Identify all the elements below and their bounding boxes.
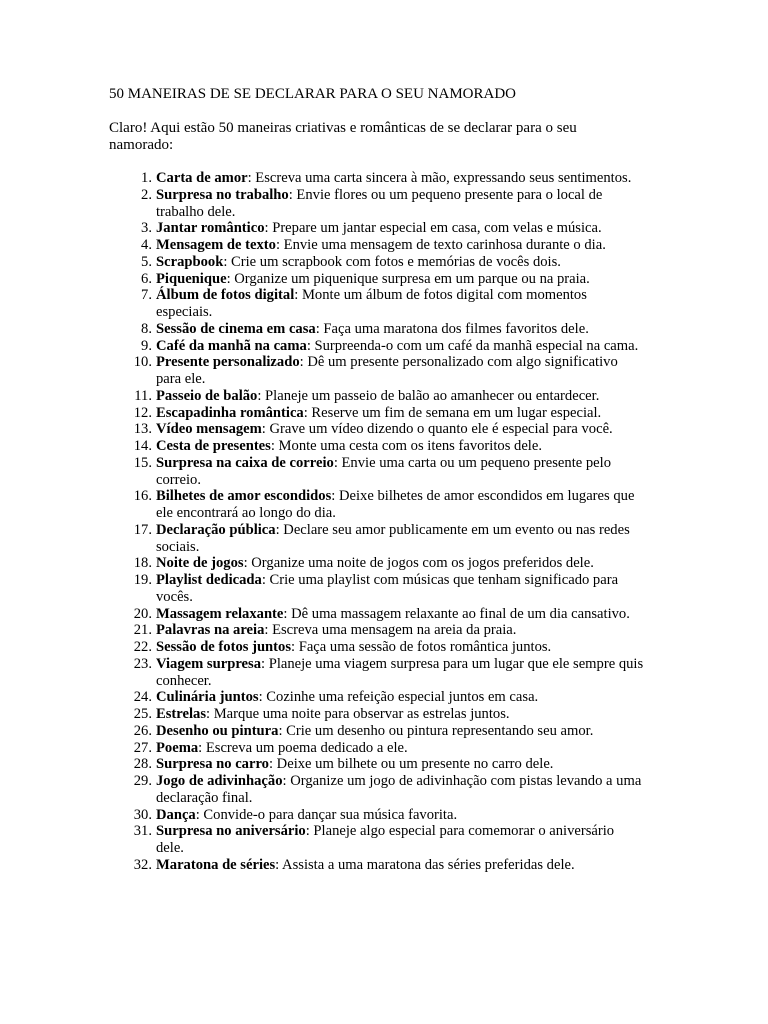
list-item-text: : Escreva uma carta sincera à mão, expressando seus sentimentos.: [247, 170, 632, 186]
list-item-text: : Reserve um fim de semana em um lugar especial.: [303, 404, 602, 421]
list-item: [0, 689, 644, 706]
list-item: [0, 321, 644, 338]
list-item: [0, 656, 644, 690]
list-item-number: 30.: [133, 806, 152, 823]
list-item: [0, 756, 644, 773]
list-item-title: Mensagem de texto: [156, 237, 276, 253]
list-item-number: 3.: [141, 220, 152, 237]
list-item-title: Poema: [156, 739, 199, 756]
list-item: [0, 773, 644, 807]
list-item: [0, 187, 644, 221]
list-item: [0, 857, 644, 874]
list-item: [0, 405, 644, 422]
ideas-list: [0, 170, 768, 874]
list-item-title: Noite de jogos: [156, 555, 244, 572]
list-item-text: : Assista a uma maratona das séries preferidas dele.: [275, 856, 575, 873]
list-item-text: : Declare seu amor publicamente em um evento ou nas redes sociais.: [156, 521, 630, 555]
list-item-text: : Monte uma cesta com os itens favoritos dele.: [270, 438, 542, 454]
list-item-number: 14.: [133, 438, 152, 454]
list-item-text: : Organize uma noite de jogos com os jogos preferidos dele.: [243, 555, 594, 572]
list-item-text: : Grave um vídeo dizendo o quanto ele é especial para você.: [261, 421, 613, 438]
list-item-text: : Cozinhe uma refeição especial juntos em casa.: [258, 689, 539, 706]
list-item-title: Estrelas: [156, 706, 206, 722]
list-item-number: 17.: [133, 521, 152, 538]
list-item-text: : Envie uma mensagem de texto carinhosa durante o dia.: [275, 237, 606, 253]
list-item-text: : Dê uma massagem relaxante ao final de um dia cansativo.: [283, 605, 630, 622]
list-item-text: : Escreva uma mensagem na areia da praia.: [264, 622, 517, 639]
list-item-text: : Crie uma playlist com músicas que tenham significado para vocês.: [156, 572, 619, 605]
list-item-title: Álbum de fotos digital: [156, 287, 295, 304]
list-item-title: Massagem relaxante: [156, 605, 284, 622]
list-item-text: : Crie um scrapbook com fotos e memórias de vocês dois.: [223, 253, 561, 270]
list-item-text: : Surpreenda-o com um café da manhã especial na cama.: [306, 337, 639, 354]
list-item-title: Café da manhã na cama: [156, 337, 307, 354]
list-item-title: Desenho ou pintura: [156, 722, 279, 739]
list-item-title: Surpresa no trabalho: [156, 186, 289, 203]
list-item: [0, 338, 644, 355]
list-item-number: 8.: [141, 320, 152, 337]
list-item-number: 10.: [133, 354, 152, 371]
list-item-title: Jogo de adivinhação: [156, 773, 283, 789]
list-item-text: : Planeje uma viagem surpresa para um lugar que ele sempre quis conhecer.: [156, 655, 644, 689]
list-item-text: : Crie um desenho ou pintura representando seu amor.: [278, 722, 594, 739]
list-item-number: 11.: [134, 387, 152, 404]
list-item: [0, 740, 644, 757]
list-item-text: : Marque uma noite para observar as estrelas juntos.: [206, 706, 510, 722]
list-item: [0, 354, 644, 388]
list-item: [0, 639, 644, 656]
list-item-title: Surpresa no aniversário: [156, 823, 306, 840]
list-item-number: 1.: [141, 170, 152, 186]
list-item-text: : Planeje um passeio de balão ao amanhecer ou entardecer.: [257, 387, 600, 404]
list-item-number: 18.: [133, 555, 152, 572]
list-item-title: Culinária juntos: [156, 689, 259, 706]
list-item: [0, 555, 644, 572]
list-item-number: 13.: [133, 421, 152, 438]
list-item-number: 15.: [133, 454, 152, 471]
list-item-text: : Faça uma maratona dos filmes favoritos dele.: [315, 320, 589, 337]
list-item: [0, 522, 644, 556]
list-item-title: Viagem surpresa: [156, 655, 261, 672]
list-item-text: : Envie flores ou um pequeno presente para o local de trabalho dele.: [156, 186, 603, 220]
list-item-number: 5.: [141, 253, 152, 270]
list-item-number: 26.: [133, 722, 152, 739]
list-item-number: 32.: [133, 856, 152, 873]
list-item-number: 16.: [133, 488, 152, 505]
list-item: [0, 823, 644, 857]
list-item-number: 2.: [141, 186, 152, 203]
list-item: [0, 271, 644, 288]
list-item-title: Scrapbook: [156, 253, 224, 270]
list-item: [0, 287, 644, 321]
list-item-text: : Dê um presente personalizado com algo significativo para ele.: [156, 354, 618, 387]
list-item-title: Presente personalizado: [156, 354, 300, 371]
list-item-title: Dança: [156, 806, 196, 823]
list-item-number: 20.: [133, 605, 152, 622]
list-item: [0, 622, 644, 639]
list-item: [0, 438, 644, 455]
list-item-title: Vídeo mensagem: [156, 421, 262, 438]
list-item-number: 4.: [141, 237, 152, 253]
list-item: [0, 254, 644, 271]
list-item: [0, 388, 644, 405]
list-item: [0, 572, 644, 606]
list-item-number: 6.: [141, 270, 152, 287]
list-item-number: 19.: [133, 572, 152, 588]
list-item-text: : Monte um álbum de fotos digital com momentos especiais.: [156, 287, 587, 320]
list-item-text: : Organize um jogo de adivinhação com pistas levando a uma declaração final.: [156, 773, 642, 806]
list-item-text: : Envie uma carta ou um pequeno presente pelo correio.: [156, 454, 611, 488]
intro-paragraph: Claro! Aqui estão 50 maneiras criativas e românticas de se declarar para o seu namorado:: [109, 120, 577, 153]
list-item-title: Maratona de séries: [156, 856, 276, 873]
list-item: [0, 488, 644, 522]
list-item-text: : Deixe bilhetes de amor escondidos em lugares que ele encontrará ao longo do dia.: [156, 488, 635, 521]
list-item-text: : Escreva um poema dedicado a ele.: [198, 739, 408, 756]
list-item: [0, 706, 644, 723]
document-title: 50 MANEIRAS DE SE DECLARAR PARA O SEU NAMORADO: [109, 86, 516, 102]
list-item-text: : Organize um piquenique surpresa em um parque ou na praia.: [226, 270, 590, 287]
list-item-title: Sessão de cinema em casa: [156, 320, 316, 337]
list-item: [0, 807, 644, 824]
list-item: [0, 237, 644, 254]
list-item: [0, 220, 644, 237]
list-item-number: 28.: [133, 756, 152, 773]
list-item-title: Surpresa no carro: [156, 756, 269, 773]
list-item: [0, 723, 644, 740]
list-item-title: Playlist dedicada: [156, 572, 262, 588]
list-item: [0, 606, 644, 623]
list-item-title: Escapadinha romântica: [156, 404, 304, 421]
list-item-text: : Convide-o para dançar sua música favorita.: [195, 806, 458, 823]
list-item-text: : Prepare um jantar especial em casa, com velas e música.: [264, 220, 602, 237]
list-item-title: Declaração pública: [156, 521, 276, 538]
list-item-title: Carta de amor: [156, 170, 248, 186]
list-item-number: 31.: [133, 823, 152, 840]
list-item-title: Passeio de balão: [156, 387, 258, 404]
list-item-number: 9.: [141, 337, 152, 354]
list-item-number: 27.: [133, 739, 152, 756]
list-item: [0, 170, 644, 187]
list-item-title: Bilhetes de amor escondidos: [156, 488, 332, 505]
list-item: [0, 455, 644, 489]
list-item-title: Sessão de fotos juntos: [156, 639, 292, 655]
list-item-text: : Planeje algo especial para comemorar o aniversário dele.: [156, 823, 615, 856]
list-item-number: 25.: [133, 706, 152, 722]
list-item: [0, 421, 644, 438]
list-item-text: : Deixe um bilhete ou um presente no carro dele.: [268, 756, 554, 773]
list-item-number: 24.: [133, 689, 152, 706]
list-item-title: Cesta de presentes: [156, 438, 271, 454]
list-item-text: : Faça uma sessão de fotos romântica juntos.: [291, 639, 552, 655]
list-item-number: 12.: [133, 404, 152, 421]
list-item-title: Jantar romântico: [156, 220, 265, 237]
list-item-title: Palavras na areia: [156, 622, 265, 639]
list-item-number: 22.: [133, 639, 152, 655]
list-item-number: 29.: [133, 773, 152, 789]
list-item-title: Surpresa na caixa de correio: [156, 454, 334, 471]
list-item-number: 23.: [133, 655, 152, 672]
list-item-number: 7.: [141, 287, 152, 304]
list-item-number: 21.: [133, 622, 152, 639]
list-item-title: Piquenique: [156, 270, 227, 287]
